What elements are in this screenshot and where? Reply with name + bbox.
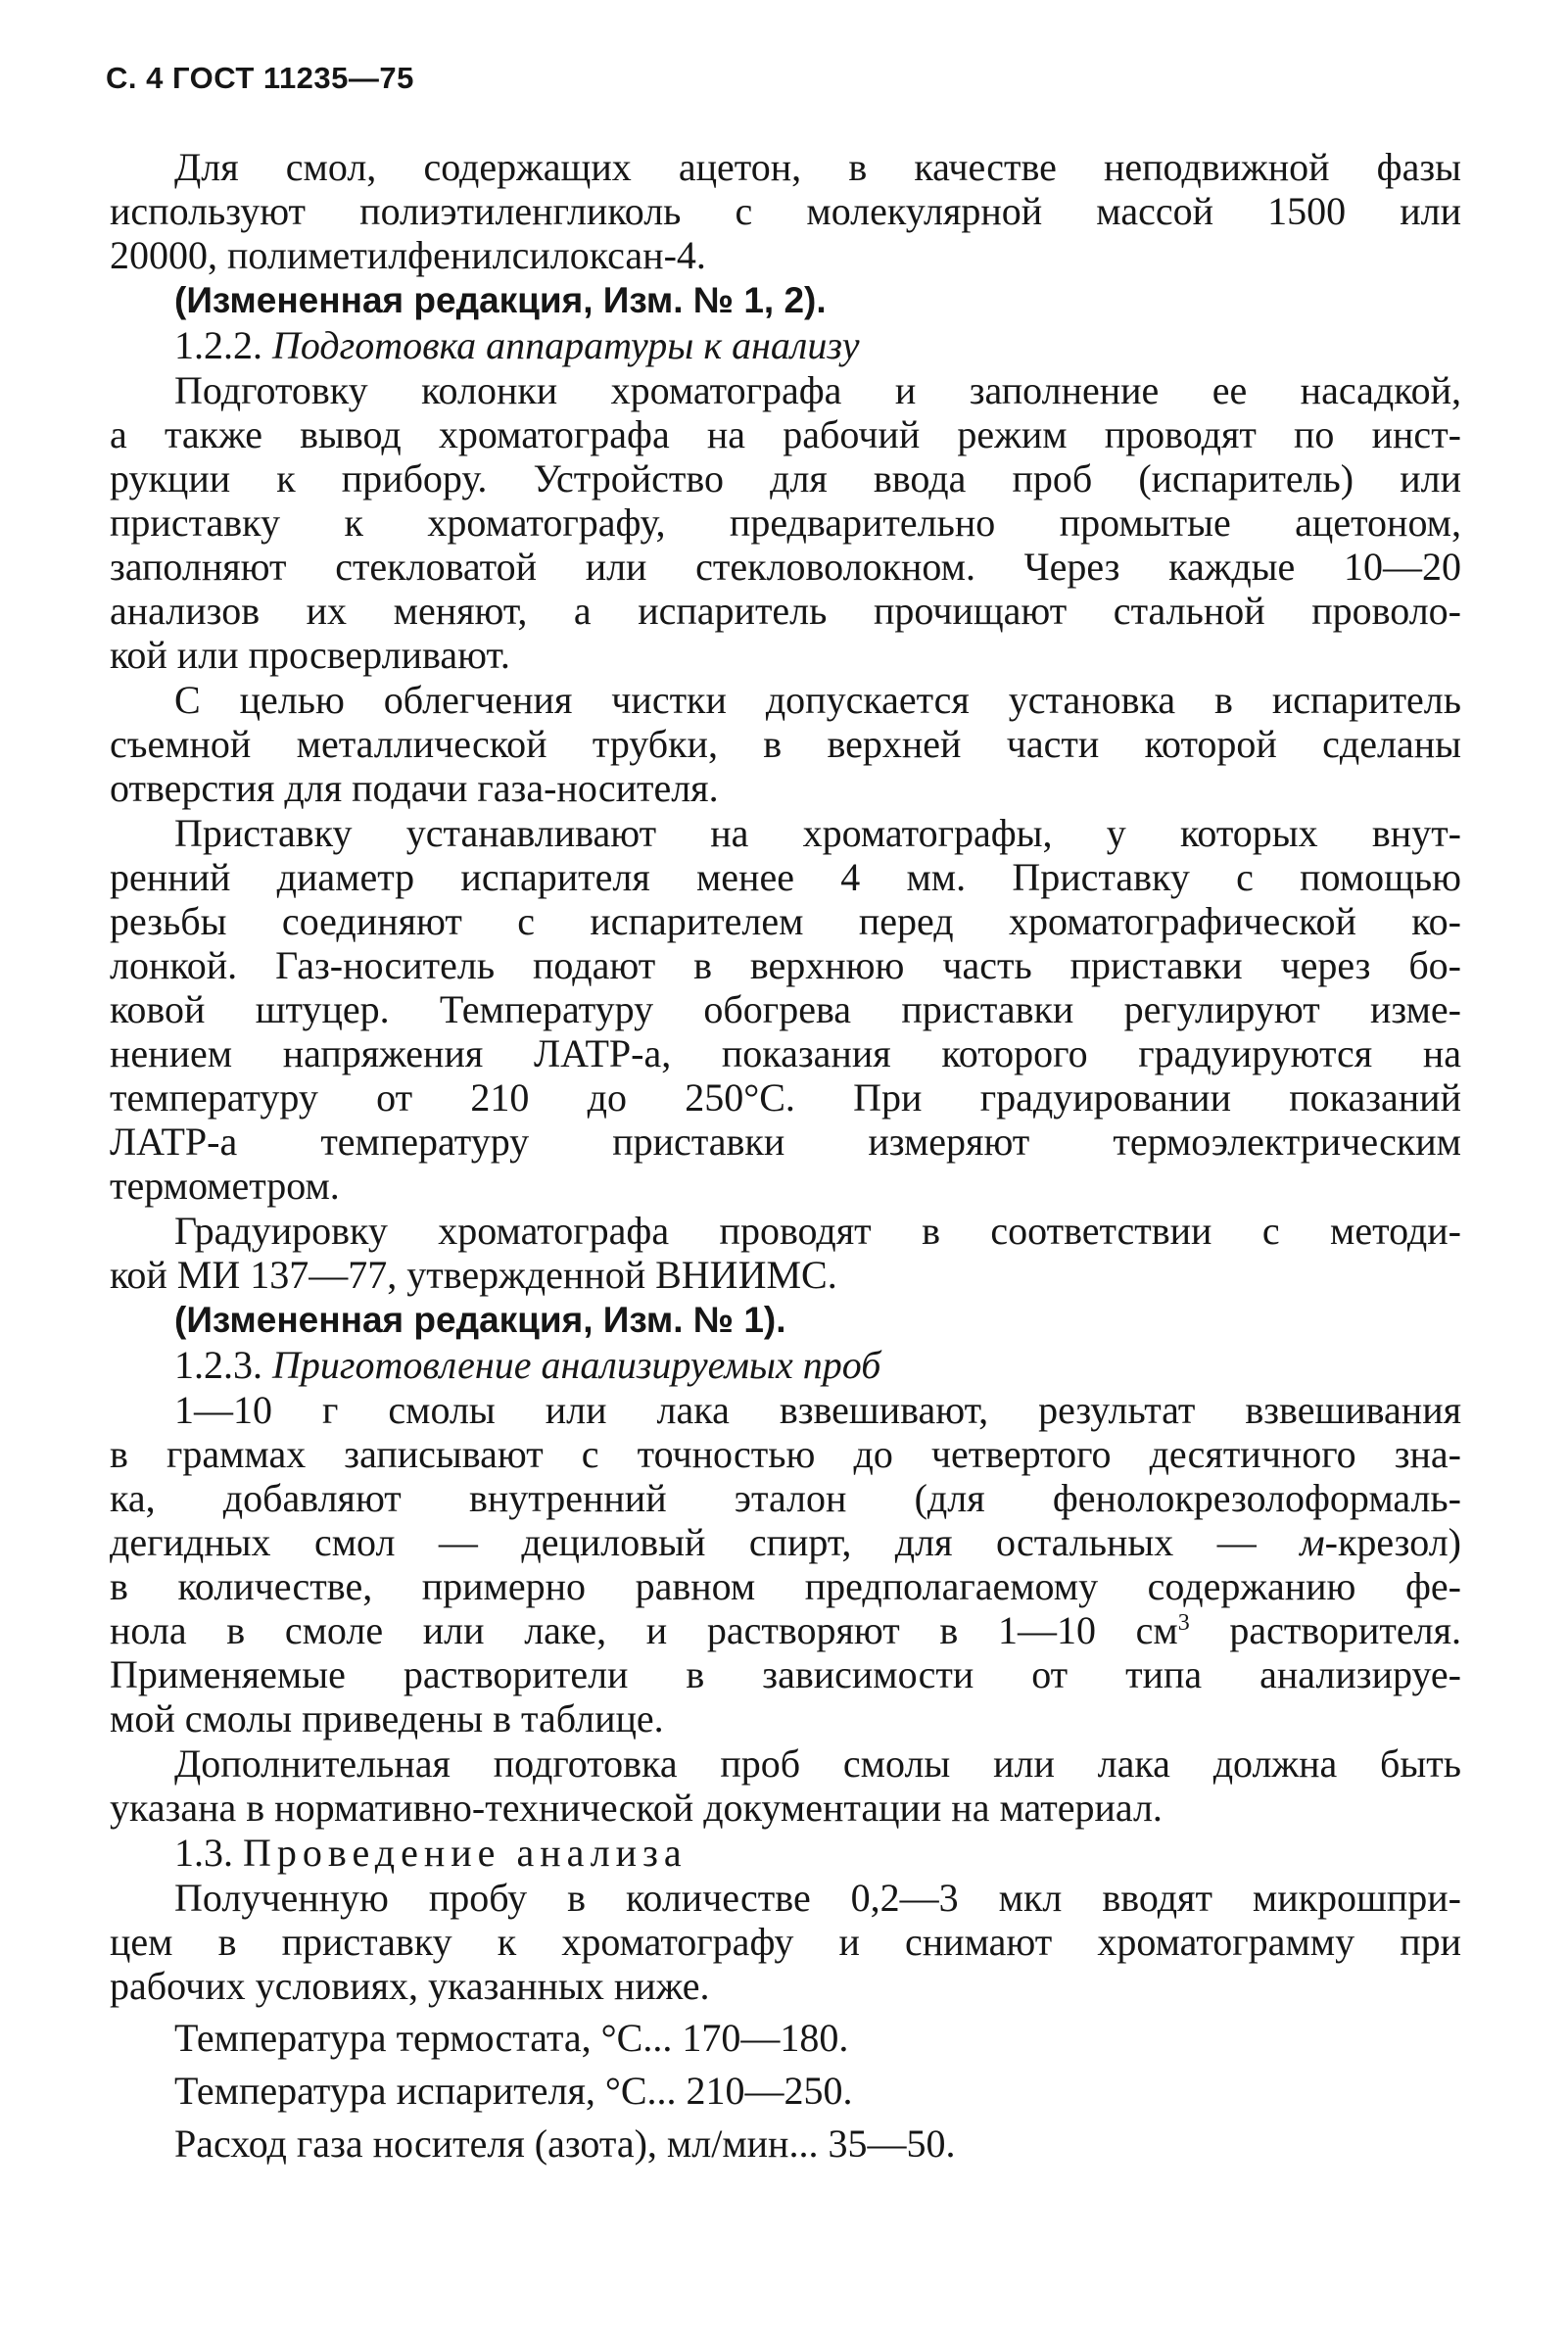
text-line: С целью облегчения чистки допускается установка в испаритель	[174, 678, 1461, 722]
text-line: рабочих условиях, указанных ниже.	[110, 1964, 710, 2008]
text-line: в количестве, примерно равном предполагаемому содержанию фе-	[110, 1564, 1461, 1608]
text-line: 20000, полиметилфенилсилоксан-4.	[110, 233, 706, 277]
text-line	[110, 1520, 1461, 1565]
text-line: отверстия для подачи газа-носителя.	[110, 766, 719, 810]
text-span: дегидных смол — дециловый спирт, для остальных —	[110, 1520, 1257, 1564]
condition-line: Температура термостата, °С... 170—180.	[174, 2016, 849, 2060]
text-line: нением напряжения ЛАТР-а, показания которого градуируются на	[110, 1031, 1461, 1075]
text-line: 1—10 г смолы или лака взвешивают, результат взвешивания	[174, 1388, 1461, 1432]
section-heading-1-2-2	[174, 323, 1461, 368]
text-line: а также вывод хроматографа на рабочий режим проводят по инст-	[110, 412, 1461, 456]
section-number: 1.3.	[174, 1831, 233, 1875]
text-line: в граммах записывают с точностью до четвертого десятичного зна-	[110, 1432, 1461, 1476]
text-line: кой МИ 137—77, утвержденной ВНИИМС.	[110, 1253, 837, 1297]
section-title: Проведение анализа	[243, 1831, 688, 1875]
text-line: мой смолы приведены в таблице.	[110, 1696, 664, 1740]
text-span: -крезол)	[1324, 1520, 1461, 1564]
text-line: Градуировку хроматографа проводят в соответствии с методи-	[174, 1209, 1461, 1253]
text-line: Дополнительная подготовка проб смолы или лака должна быть	[174, 1741, 1461, 1786]
text-line: кой или просверливают.	[110, 633, 510, 677]
condition-line: Расход газа носителя (азота), мл/мин... 35—50.	[174, 2121, 956, 2166]
text-line: съемной металлической трубки, в верхней части которой сделаны	[110, 722, 1461, 766]
text-line: используют полиэтиленгликоль с молекулярной массой 1500 или	[110, 189, 1461, 233]
superscript: 3	[1177, 1610, 1190, 1636]
text-line: Подготовку колонки хроматографа и заполнение ее насадкой,	[174, 368, 1461, 412]
section-title: Приготовление анализируемых проб	[272, 1343, 881, 1387]
text-line: Приставку устанавливают на хроматографы, у которых внут-	[174, 811, 1461, 855]
amendment-note: (Измененная редакция, Изм. № 1, 2).	[174, 280, 827, 320]
section-number: 1.2.2.	[174, 323, 262, 367]
text-line: резьбы соединяют с испарителем перед хроматографической ко-	[110, 899, 1461, 943]
amendment-note: (Измененная редакция, Изм. № 1).	[174, 1300, 786, 1340]
section-title: Подготовка аппаратуры к анализу	[272, 323, 860, 367]
page-header: С. 4 ГОСТ 11235—75	[106, 61, 414, 95]
text-line: заполняют стекловатой или стекловолокном. Через каждые 10—20	[110, 545, 1461, 589]
text-span: нола в смоле или лаке, и растворяют в 1—10 см	[110, 1608, 1178, 1652]
text-line: термометром.	[110, 1164, 340, 1208]
text-line	[110, 1608, 1461, 1653]
section-heading-1-3	[174, 1831, 1461, 1876]
text-span: растворителя.	[1189, 1608, 1461, 1652]
text-line: ренний диаметр испарителя менее 4 мм. Приставку с помощью	[110, 855, 1461, 899]
text-line: ковой штуцер. Температуру обогрева приставки регулируют изме-	[110, 987, 1461, 1031]
text-line: Применяемые растворители в зависимости от типа анализируе-	[110, 1652, 1461, 1696]
text-line: цем в приставку к хроматографу и снимают хроматограмму при	[110, 1920, 1461, 1964]
text-line: ка, добавляют внутренний эталон (для фенолокрезолоформаль-	[110, 1476, 1461, 1520]
text-line: рукции к прибору. Устройство для ввода проб (испаритель) или	[110, 456, 1461, 501]
text-line: приставку к хроматографу, предварительно промытые ацетоном,	[110, 501, 1461, 545]
text-line: ЛАТР-а температуру приставки измеряют термоэлектрическим	[110, 1120, 1461, 1164]
text-line: указана в нормативно-технической документации на материал.	[110, 1786, 1163, 1830]
text-line: температуру от 210 до 250°С. При градуировании показаний	[110, 1075, 1461, 1120]
section-heading-1-2-3	[174, 1343, 1461, 1388]
condition-line: Температура испарителя, °С... 210—250.	[174, 2069, 853, 2113]
text-line: Полученную пробу в количестве 0,2—3 мкл вводят микрошпри-	[174, 1876, 1461, 1920]
text-line: анализов их меняют, а испаритель прочищают стальной проволо-	[110, 589, 1461, 633]
text-line: лонкой. Газ-носитель подают в верхнюю часть приставки через бо-	[110, 943, 1461, 987]
section-number: 1.2.3.	[174, 1343, 262, 1387]
text-span-italic: м	[1300, 1520, 1325, 1564]
text-line: Для смол, содержащих ацетон, в качестве неподвижной фазы	[174, 145, 1461, 189]
